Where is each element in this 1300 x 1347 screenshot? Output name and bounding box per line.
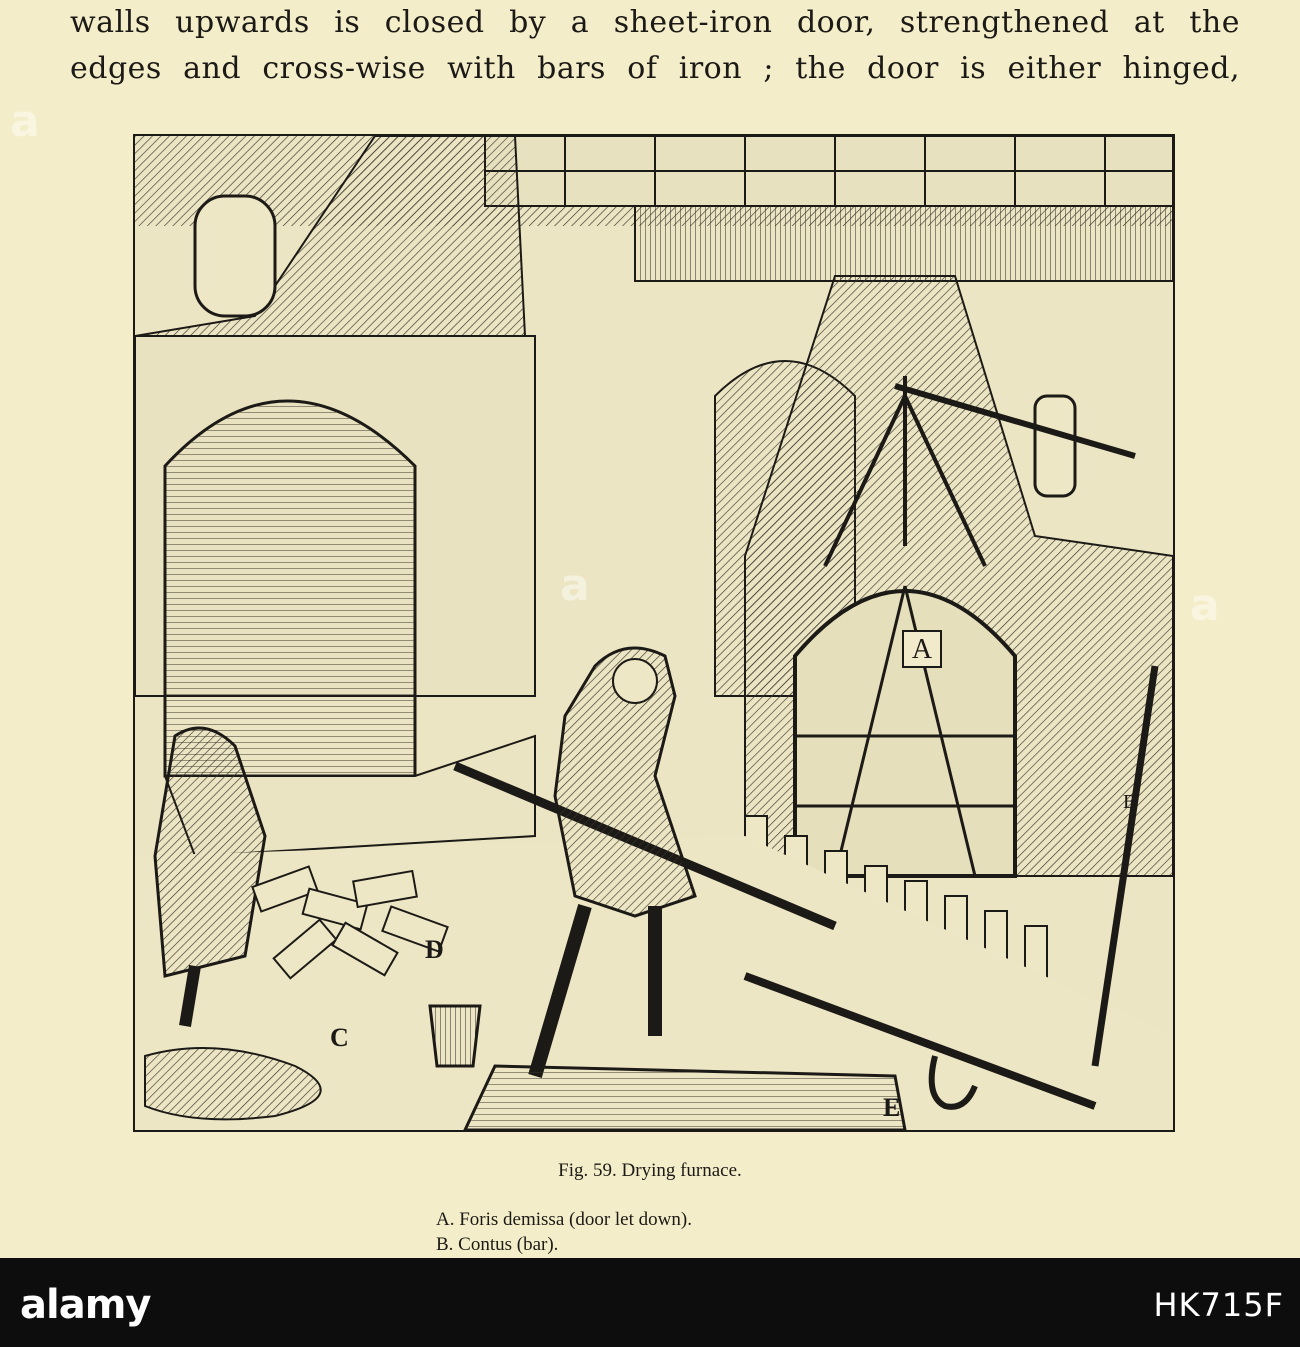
label-a: A (911, 634, 933, 665)
bucket (430, 1006, 480, 1066)
legend-item-b: B. Contus (bar). (436, 1234, 559, 1255)
stock-footer (0, 1258, 1300, 1347)
text-line-1: walls upwards is closed by a sheet-iron door, strengthened at the (70, 5, 1240, 40)
legend-item-a: A. Foris demissa (door let down). (436, 1209, 692, 1230)
stock-image-id: HK715F (1153, 1286, 1284, 1324)
stock-brand-logo: alamy (20, 1282, 151, 1328)
label-d: D (425, 935, 444, 964)
bellows-frame (195, 196, 275, 316)
balcony-rail (635, 206, 1173, 281)
figure-caption: Fig. 59. Drying furnace. (558, 1160, 742, 1181)
watermark-brand-right: a (1190, 580, 1220, 631)
water-trough (465, 1066, 905, 1130)
label-c: C (330, 1023, 349, 1052)
woodcut-drawing (135, 136, 1173, 1130)
label-e: E (883, 1093, 901, 1122)
label-b: B (1123, 791, 1137, 813)
text-line-2: edges and cross-wise with bars of iron ; the door is either hinged, (70, 51, 1240, 86)
oven-arch (165, 401, 415, 776)
watermark-brand-left: a (10, 96, 40, 147)
watermark-brand-center: a (560, 560, 590, 611)
windlass-post (1035, 396, 1075, 496)
body-text (70, 0, 1240, 92)
woodcut-illustration (133, 134, 1175, 1132)
